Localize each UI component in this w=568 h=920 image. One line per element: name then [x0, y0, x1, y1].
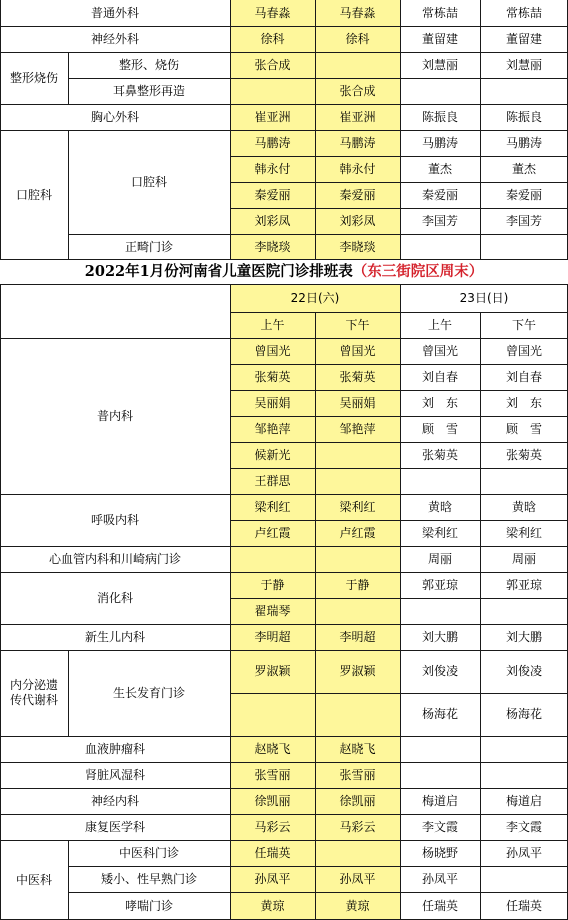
digestive-r1-sat-pm: 于静 [315, 572, 400, 598]
stomatology-r1-sun-am: 马鹏涛 [421, 135, 458, 150]
dept-asthma: 哮喘门诊 [124, 898, 173, 913]
group-plastic-burn: 整形烧伤 [9, 70, 58, 85]
hematology-sat-am: 赵晓飞 [230, 736, 315, 762]
cardiothoracic-sat-am: 崔亚洲 [230, 104, 315, 130]
stomatology-r1-sun-pm: 马鹏涛 [505, 135, 542, 150]
stomatology-r1-sat-am: 马鹏涛 [230, 130, 315, 156]
nephro-rheum-sun-pm [480, 762, 568, 788]
dept-digestive: 消化科 [96, 590, 133, 605]
orthodontic-sat-am: 李晓琰 [230, 234, 315, 260]
growth-r1-sat-pm: 罗淑颖 [315, 650, 400, 693]
rehab-sun-am: 李文霞 [421, 819, 458, 834]
hematology-sat-pm: 赵晓飞 [315, 736, 400, 762]
respiratory-r1-sat-am: 梁利红 [230, 494, 315, 520]
tcm-clinic-sat-am: 任瑞英 [230, 840, 315, 866]
stomatology-r4-sun-pm: 李国芳 [505, 213, 542, 228]
neonatal-sat-am: 李明超 [230, 624, 315, 650]
group-endocrine: 内分泌遗 传代谢科 [9, 678, 58, 707]
short-stature-sun-am: 孙凤平 [421, 871, 458, 886]
ear-nose-sun-am [400, 78, 480, 104]
stomatology-r4-sat-pm: 刘彩凤 [315, 208, 400, 234]
respiratory-r1-sun-pm: 黄晗 [511, 499, 536, 514]
dept-ear-nose-plastic: 耳鼻整形再造 [112, 83, 185, 98]
general-internal-r6-sat-pm [315, 468, 400, 494]
general-internal-r1-sat-am: 曾国光 [230, 338, 315, 364]
general-internal-r3-sun-pm: 刘 东 [505, 395, 542, 410]
header-sun-am: 上午 [427, 317, 452, 332]
general-internal-r4-sun-pm: 顾 雪 [505, 421, 542, 436]
ear-nose-sun-pm [480, 78, 568, 104]
group-stomatology: 口腔科 [15, 187, 52, 202]
dept-cardiothoracic: 胸心外科 [90, 109, 139, 124]
dept-neurosurgery: 神经外科 [90, 31, 139, 46]
orthodontic-sun-am [400, 234, 480, 260]
dept-short-stature: 矮小、性早熟门诊 [100, 871, 197, 886]
respiratory-r1-sat-pm: 梁利红 [315, 494, 400, 520]
rehab-sat-am: 马彩云 [230, 814, 315, 840]
plastic-burn-sun-am: 刘慧丽 [421, 57, 458, 72]
general-surgery-sat-am: 马春淼 [230, 0, 315, 26]
neonatal-sun-pm: 刘大鹏 [505, 629, 542, 644]
dept-general-surgery: 普通外科 [90, 5, 139, 20]
growth-r1-sat-am: 罗淑颖 [230, 650, 315, 693]
nephro-rheum-sat-am: 张雪丽 [230, 762, 315, 788]
general-internal-r6-sun-am [400, 468, 480, 494]
general-internal-r3-sun-am: 刘 东 [421, 395, 458, 410]
general-internal-r4-sat-pm: 邹艳萍 [315, 416, 400, 442]
orthodontic-sun-pm [480, 234, 568, 260]
general-internal-r2-sun-am: 刘自春 [421, 369, 458, 384]
general-internal-r6-sun-pm [480, 468, 568, 494]
dept-hematology: 血液肿瘤科 [84, 741, 145, 756]
growth-r2-sat-pm [315, 693, 400, 736]
dept-neonatal: 新生儿内科 [84, 629, 145, 644]
digestive-r2-sun-pm [480, 598, 568, 624]
cardiothoracic-sun-pm: 陈振良 [505, 109, 542, 124]
short-stature-sun-pm [480, 866, 568, 892]
asthma-sat-am: 黄琼 [230, 892, 315, 920]
neurology-sat-pm: 徐凯丽 [315, 788, 400, 814]
stomatology-r2-sat-pm: 韩永付 [315, 156, 400, 182]
respiratory-r2-sat-pm: 卢红霞 [315, 520, 400, 546]
tcm-clinic-sun-am: 杨晓野 [421, 845, 458, 860]
growth-r1-sun-am: 刘俊凌 [421, 664, 458, 678]
digestive-r1-sun-am: 郭亚琼 [421, 577, 458, 592]
dept-tcm-clinic: 中医科门诊 [118, 845, 179, 860]
respiratory-r2-sat-am: 卢红霞 [230, 520, 315, 546]
respiratory-r2-sun-am: 梁利红 [421, 525, 458, 540]
general-internal-r2-sun-pm: 刘自春 [505, 369, 542, 384]
asthma-sat-pm: 黄琼 [315, 892, 400, 920]
dept-neurology: 神经内科 [90, 793, 139, 808]
general-internal-r5-sat-pm [315, 442, 400, 468]
tcm-clinic-sat-pm [315, 840, 400, 866]
stomatology-r3-sat-pm: 秦爱丽 [315, 182, 400, 208]
ear-nose-sat-pm: 张合成 [315, 78, 400, 104]
plastic-burn-sat-am: 张合成 [230, 52, 315, 78]
stomatology-r3-sat-am: 秦爱丽 [230, 182, 315, 208]
growth-r2-sun-pm: 杨海花 [505, 707, 542, 721]
nephro-rheum-sun-am [400, 762, 480, 788]
general-internal-r5-sun-pm: 张菊英 [505, 447, 542, 462]
header-sun-pm: 下午 [511, 317, 536, 332]
neurology-sat-am: 徐凯丽 [230, 788, 315, 814]
growth-r2-sun-am: 杨海花 [421, 707, 458, 721]
dept-respiratory: 呼吸内科 [90, 512, 139, 527]
general-surgery-sun-pm: 常栋喆 [505, 5, 542, 20]
header-day-sunday: 23日(日) [459, 290, 509, 305]
digestive-r2-sat-pm [315, 598, 400, 624]
general-internal-r6-sat-am: 王群思 [230, 468, 315, 494]
stomatology-r2-sun-am: 董杰 [427, 161, 452, 176]
general-internal-r3-sat-am: 吴丽娟 [230, 390, 315, 416]
general-internal-r1-sat-pm: 曾国光 [315, 338, 400, 364]
rehab-sun-pm: 李文霞 [505, 819, 542, 834]
digestive-r1-sat-am: 于静 [230, 572, 315, 598]
dept-orthodontic: 正畸门诊 [124, 239, 173, 254]
neurosurgery-sat-am: 徐科 [230, 26, 315, 52]
respiratory-r2-sun-pm: 梁利红 [505, 525, 542, 540]
cardiothoracic-sun-am: 陈振良 [421, 109, 458, 124]
general-internal-r1-sun-am: 曾国光 [421, 343, 458, 358]
header-sat-pm: 下午 [315, 312, 400, 338]
growth-r2-sat-am [230, 693, 315, 736]
plastic-burn-sun-pm: 刘慧丽 [505, 57, 542, 72]
cardio-kawasaki-sun-pm: 周丽 [511, 551, 536, 566]
header-day-saturday: 22日(六) [230, 284, 400, 312]
neonatal-sun-am: 刘大鹏 [421, 629, 458, 644]
cardiothoracic-sat-pm: 崔亚洲 [315, 104, 400, 130]
nephro-rheum-sat-pm: 张雪丽 [315, 762, 400, 788]
dept-cardio-kawasaki: 心血管内科和川崎病门诊 [48, 551, 181, 566]
digestive-r2-sat-am: 翟瑞琴 [230, 598, 315, 624]
general-internal-r2-sat-pm: 张菊英 [315, 364, 400, 390]
asthma-sun-pm: 任瑞英 [505, 898, 542, 913]
orthodontic-sat-pm: 李晓琰 [315, 234, 400, 260]
stomatology-r4-sat-am: 刘彩凤 [230, 208, 315, 234]
group-tcm: 中医科 [15, 872, 52, 887]
stomatology-r1-sat-pm: 马鹏涛 [315, 130, 400, 156]
general-internal-r5-sun-am: 张菊英 [421, 447, 458, 462]
general-internal-r4-sun-am: 顾 雪 [421, 421, 458, 436]
stomatology-r2-sun-pm: 董杰 [511, 161, 536, 176]
hematology-sun-am [400, 736, 480, 762]
neurology-sun-am: 梅道启 [421, 793, 458, 808]
neurology-sun-pm: 梅道启 [505, 793, 542, 808]
dept-rehabilitation: 康复医学科 [84, 819, 145, 834]
digestive-r2-sun-am [400, 598, 480, 624]
stomatology-r2-sat-am: 韩永付 [230, 156, 315, 182]
general-surgery-sat-pm: 马春淼 [315, 0, 400, 26]
title-main: 2022年1月份河南省儿童医院门诊排班表 [84, 262, 353, 280]
dept-stomatology: 口腔科 [130, 174, 167, 189]
general-surgery-sun-am: 常栋喆 [421, 5, 458, 20]
tcm-clinic-sun-pm: 孙凤平 [505, 845, 542, 860]
stomatology-r3-sun-am: 秦爱丽 [421, 187, 458, 202]
dept-general-internal: 普内科 [96, 408, 133, 423]
neurosurgery-sun-am: 董留建 [421, 31, 458, 46]
respiratory-r1-sun-am: 黄晗 [427, 499, 452, 514]
ear-nose-sat-am [230, 78, 315, 104]
stomatology-r4-sun-am: 李国芳 [421, 213, 458, 228]
dept-nephro-rheum: 肾脏风湿科 [84, 767, 145, 782]
cardio-kawasaki-sun-am: 周丽 [427, 551, 452, 566]
neonatal-sat-pm: 李明超 [315, 624, 400, 650]
neurosurgery-sat-pm: 徐科 [315, 26, 400, 52]
general-internal-r2-sat-am: 张菊英 [230, 364, 315, 390]
cardio-kawasaki-sat-am [230, 546, 315, 572]
header-blank [0, 284, 230, 338]
cardio-kawasaki-sat-pm [315, 546, 400, 572]
general-internal-r5-sat-am: 候新光 [230, 442, 315, 468]
digestive-r1-sun-pm: 郭亚琼 [505, 577, 542, 592]
plastic-burn-sat-pm [315, 52, 400, 78]
short-stature-sat-am: 孙凤平 [230, 866, 315, 892]
general-internal-r1-sun-pm: 曾国光 [505, 343, 542, 358]
hematology-sun-pm [480, 736, 568, 762]
title-highlight: （东三街院区周末） [352, 262, 484, 280]
stomatology-r3-sun-pm: 秦爱丽 [505, 187, 542, 202]
asthma-sun-am: 任瑞英 [421, 898, 458, 913]
growth-r1-sun-pm: 刘俊凌 [505, 664, 542, 678]
rehab-sat-pm: 马彩云 [315, 814, 400, 840]
general-internal-r4-sat-am: 邹艳萍 [230, 416, 315, 442]
general-internal-r3-sat-pm: 吴丽娟 [315, 390, 400, 416]
neurosurgery-sun-pm: 董留建 [505, 31, 542, 46]
dept-growth-development: 生长发育门诊 [112, 685, 185, 700]
page-title [0, 260, 568, 284]
dept-plastic-burn: 整形、烧伤 [118, 57, 179, 72]
header-sat-am: 上午 [230, 312, 315, 338]
short-stature-sat-pm: 孙凤平 [315, 866, 400, 892]
